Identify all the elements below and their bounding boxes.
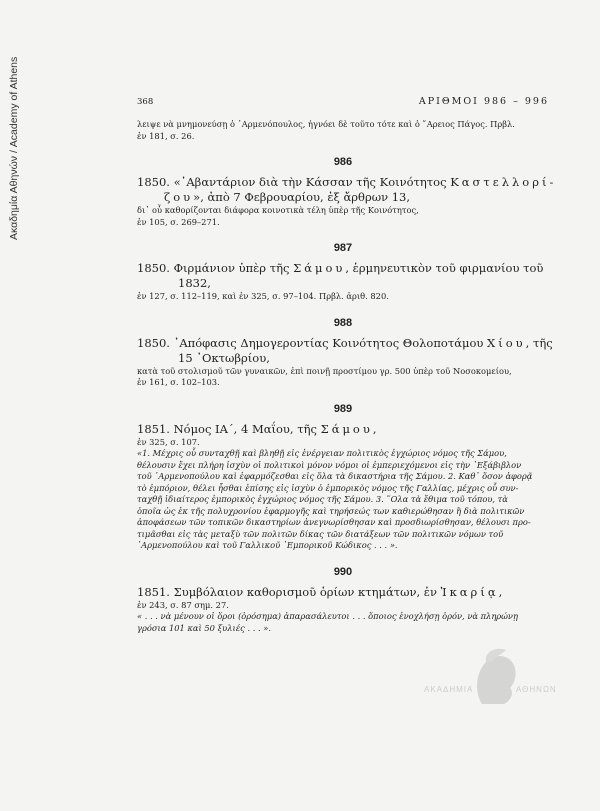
page-header xyxy=(137,96,549,110)
athena-head-icon xyxy=(424,642,564,712)
side-label: Ακαδημία Αθηνών / Academy of Athens xyxy=(8,56,20,240)
entry-986-line-4: ἐν 105, σ. 269–271. xyxy=(137,216,220,227)
entry-990-quote-2: γρόσια 101 καὶ 50 ξυλιές . . . ». xyxy=(137,622,271,633)
entry-number-987: 987 xyxy=(333,242,353,254)
entry-987-line-1: 1850. Φιρμάνιον ὑπὲρ τῆς Σάμου, ἑρμηνευτικὸν τοῦ φιρμανίου τοῦ xyxy=(137,261,544,275)
entry-number-989: 989 xyxy=(333,402,353,415)
entry-989-quote-2: θέλουσιν ἔχει πλήρη ἰσχὺν οἱ πολιτικοὶ μόνον νόμοι οἱ ἐμπεριεχόμενοι εἰς τὴν ᾿Εξάβιβλον xyxy=(137,459,522,470)
entry-989-quote-8: τιμᾶσθαι εἰς τὰς μεταξὺ τῶν πολιτῶν δίκας τῶν διατάξεων τῶν πολιτικῶν νόμων τοῦ xyxy=(137,528,504,539)
entry-989-quote-3: τοῦ ᾿Αρμενοπούλου καὶ ἐφαρμόζεσθαι εἰς ὅλα τὰ δικαστήρια τῆς Σάμου. 2. Καθ᾿ ὅσον ἀφορᾷ xyxy=(137,471,533,481)
entry-989-quote-6: ὁποῖα ὡς ἐκ τῆς πολυχρονίου ἐφαρμογῆς καὶ τηρήσεώς των καθιερώθησαν ἢ διὰ πολιτικῶν xyxy=(137,505,525,516)
entry-990-quote-1: « . . . νὰ μένουν οἱ ὅροι (ὁρόσημα) ἀπαρασάλευτοι . . . ὅποιος ἐνοχλήσῃ ὁρόν, νὰ πληρώνῃ xyxy=(137,611,518,621)
page-number: 368 xyxy=(137,97,154,107)
entry-987-line-2: 1832, xyxy=(178,276,211,290)
watermark-left-text: ΑΚΑΔΗΜΙΑ xyxy=(424,685,474,694)
entry-number-990: 990 xyxy=(333,565,353,578)
watermark-right-text: ΑΘΗΝΩΝ xyxy=(516,685,557,694)
entry-989-line-2: ἐν 325, σ. 107. xyxy=(137,436,200,447)
entry-987-line-3: ἐν 127, σ. 112–119, καὶ ἐν 325, σ. 97–104. Πρβλ. ἀριθ. 820. xyxy=(137,291,389,301)
entry-986-line-2: ζου», ἀπὸ 7 Φεβρουαρίου, ἐξ ἄρθρων 13, xyxy=(164,190,411,204)
academy-watermark xyxy=(424,642,564,712)
entry-986-line-3: δι᾿ οὗ καθορίζονται διάφορα κοινοτικὰ τέλη ὑπὲρ τῆς Κοινότητος, xyxy=(137,205,419,215)
entry-989-quote-5: ταχθῇ ἰδιαίτερος ἐμπορικὸς ἐγχώριος νόμος τῆς Σάμου. 3. ῞Ολα τὰ ἔθιμα τοῦ τόπου, τὰ xyxy=(137,494,508,504)
entry-990-line-2: ἐν 243, σ. 87 σημ. 27. xyxy=(137,599,229,610)
entry-988-line-3: κατὰ τοῦ στολισμοῦ τῶν γυναικῶν, ἐπὶ ποινῇ προστίμου γρ. 500 ὑπὲρ τοῦ Νοσοκομείου, xyxy=(137,365,512,376)
entry-986-line-1: 1850. «᾿Αβαντάριον διὰ τὴν Κάσσαν τῆς Κοινότητος Καστελλορί- xyxy=(137,175,557,189)
entry-990-line-1: 1851. Συμβόλαιον καθορισμοῦ ὁρίων κτημάτων, ἐν Ἰκαρίᾳ, xyxy=(137,584,503,599)
entry-989-quote-9: ᾿Αρμενοπούλου καὶ τοῦ Γαλλικοῦ ᾿Εμπορικοῦ Κώδικος . . . ». xyxy=(137,540,398,550)
entry-989-line-1: 1851. Νόμος ΙΑ΄, 4 Μαΐου, τῆς Σάμου, xyxy=(137,421,377,436)
intro-line-2: ἐν 181, σ. 26. xyxy=(137,130,195,141)
entry-number-986: 986 xyxy=(333,156,353,168)
entry-988-line-1: 1850. ᾿Απόφασις Δημογεροντίας Κοινότητος Θολοποτάμου Χίου, τῆς xyxy=(137,335,553,350)
entry-number-988: 988 xyxy=(333,316,353,329)
entry-988-line-2: 15 ᾿Οκτωβρίου, xyxy=(178,350,270,365)
page xyxy=(137,96,557,634)
entry-989-quote-7: ἀποφάσεων τῶν τοπικῶν δικαστηρίων ἀνεγνωρίσθησαν καὶ προσδιωρίσθησαν, θέλουσι προ- xyxy=(137,517,531,527)
entry-988-line-4: ἐν 161, σ. 102–103. xyxy=(137,377,220,387)
intro-line-1: λειψε νὰ μνημονεύσῃ ὁ ᾿Αρμενόπουλος, ἠγνόει δὲ τοῦτο τότε καὶ ὁ ῎Αρειος Πάγος. Πρβλ. xyxy=(137,119,515,129)
entry-989-quote-4: τὸ ἐμπόριον, θέλει ἦσθαι ἐπίσης εἰς ἰσχὺν ὁ ἐμπορικὸς νόμος τῆς Γαλλίας, μέχρις οὗ συν- xyxy=(137,482,519,493)
entry-989-quote-1: «1. Μέχρις οὗ συνταχθῇ καὶ βληθῇ εἰς ἐνέργειαν πολιτικὸς ἐγχώριος νόμος τῆς Σάμου, xyxy=(137,448,507,458)
header-title: ΑΡΙΘΜΟΙ 986 – 996 xyxy=(418,96,549,107)
